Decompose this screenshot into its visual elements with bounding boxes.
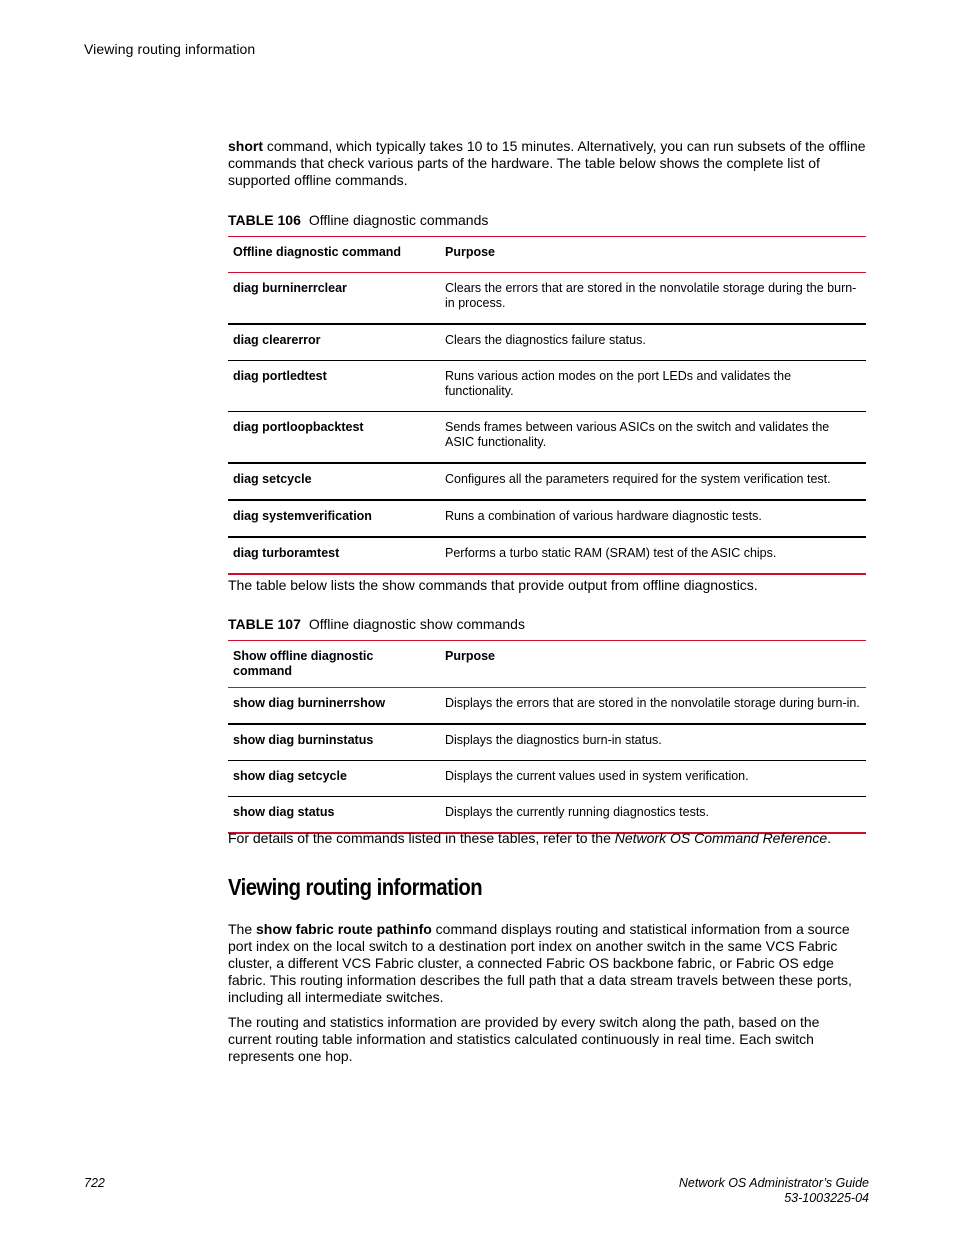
table-row xyxy=(228,500,866,537)
table-row xyxy=(228,688,866,725)
command-cell: diag burninerrclear xyxy=(233,281,347,295)
intro-text: command, which typically takes 10 to 15 minutes. Alternatively, you can run subsets of the offline commands that check various parts of the hardware. The table below shows the complete list of supported offline commands. xyxy=(228,138,866,188)
doc-title: Network OS Administrator’s Guide xyxy=(678,1176,869,1190)
purpose-cell: Displays the currently running diagnostics tests. xyxy=(445,805,710,819)
table-106 xyxy=(228,236,866,575)
purpose-cell: Displays the diagnostics burn-in status. xyxy=(445,733,662,747)
command-cell: show diag setcycle xyxy=(233,769,347,783)
purpose-cell: Performs a turbo static RAM (SRAM) test of the ASIC chips. xyxy=(445,546,777,560)
command-cell: diag turboramtest xyxy=(233,546,340,560)
section-paragraph-1 xyxy=(228,921,866,1006)
running-header: Viewing routing information xyxy=(84,41,256,57)
table-row xyxy=(228,797,866,834)
footer-doc-info xyxy=(679,1176,869,1206)
table-row xyxy=(228,463,866,500)
purpose-cell: Clears the diagnostics failure status. xyxy=(445,333,646,347)
intro-paragraph xyxy=(228,138,866,189)
command-cell: diag portledtest xyxy=(233,369,327,383)
table-header-row xyxy=(228,641,866,688)
reference-text: For details of the commands listed in these tables, refer to the xyxy=(228,830,615,846)
table-row xyxy=(228,537,866,574)
table-row xyxy=(228,761,866,797)
purpose-cell: Displays the current values used in system verification. xyxy=(445,769,749,783)
purpose-cell: Runs various action modes on the port LEDs and validates the functionality. xyxy=(445,369,792,398)
table-107-caption xyxy=(228,616,525,632)
table-106-caption xyxy=(228,212,488,228)
table-title: Offline diagnostic commands xyxy=(308,212,489,228)
purpose-cell: Runs a combination of various hardware diagnostic tests. xyxy=(445,509,762,523)
table-header-row xyxy=(228,237,866,273)
table-number: TABLE 107 xyxy=(228,616,301,632)
command-cell: diag portloopbacktest xyxy=(233,420,364,434)
command-cell: show diag status xyxy=(233,805,335,819)
section-heading: Viewing routing information xyxy=(228,874,483,900)
command-cell: diag systemverification xyxy=(233,509,372,523)
between-text: The table below lists the show commands that provide output from offline diagnostics. xyxy=(228,577,758,593)
column-header: Show offline diagnostic command xyxy=(233,649,374,678)
column-header: Purpose xyxy=(445,245,496,259)
reference-end: . xyxy=(827,830,832,846)
paragraph-lead: The xyxy=(228,921,257,937)
table-107 xyxy=(228,640,866,834)
table-row xyxy=(228,412,866,464)
command-cell: show diag burninerrshow xyxy=(233,696,386,710)
table-number: TABLE 106 xyxy=(228,212,301,228)
reference-paragraph xyxy=(228,830,866,847)
table-row xyxy=(228,724,866,761)
table-row xyxy=(228,324,866,361)
book-title: Network OS Command Reference xyxy=(614,830,828,846)
table-row xyxy=(228,361,866,412)
purpose-cell: Configures all the parameters required for the system verification test. xyxy=(445,472,831,486)
paragraph-text: The routing and statistics information are provided by every switch along the path, based on the current routing table information and statistics calculated continuously in real time. Each switch represents one hop. xyxy=(228,1014,820,1064)
table-title: Offline diagnostic show commands xyxy=(308,616,525,632)
command-name: show fabric route pathinfo xyxy=(256,921,432,937)
purpose-cell: Sends frames between various ASICs on the switch and validates the ASIC functionality. xyxy=(445,420,830,449)
purpose-cell: Displays the errors that are stored in the nonvolatile storage during burn-in. xyxy=(445,696,860,710)
page-number: 722 xyxy=(84,1176,105,1190)
command-cell: diag clearerror xyxy=(233,333,321,347)
column-header: Offline diagnostic command xyxy=(233,245,402,259)
between-paragraph xyxy=(228,577,866,594)
section-paragraph-2 xyxy=(228,1014,866,1065)
purpose-cell: Clears the errors that are stored in the nonvolatile storage during the burn-in process. xyxy=(445,281,857,310)
paragraph-text: command displays routing and statistical information from a source port index on the local switch to a destination port index on another switch in the same VCS Fabric cluster, a different VCS Fabric cluster, a connected Fabric OS backbone fabric, or Fabric OS edge fabric. This routing information describes the full path that a data stream travels between these ports, including all intermediate switches. xyxy=(228,921,852,1005)
column-header: Purpose xyxy=(445,649,496,663)
doc-number: 53-1003225-04 xyxy=(784,1191,869,1205)
command-name: short xyxy=(228,138,263,154)
command-cell: show diag burninstatus xyxy=(233,733,374,747)
table-row xyxy=(228,273,866,325)
command-cell: diag setcycle xyxy=(233,472,312,486)
